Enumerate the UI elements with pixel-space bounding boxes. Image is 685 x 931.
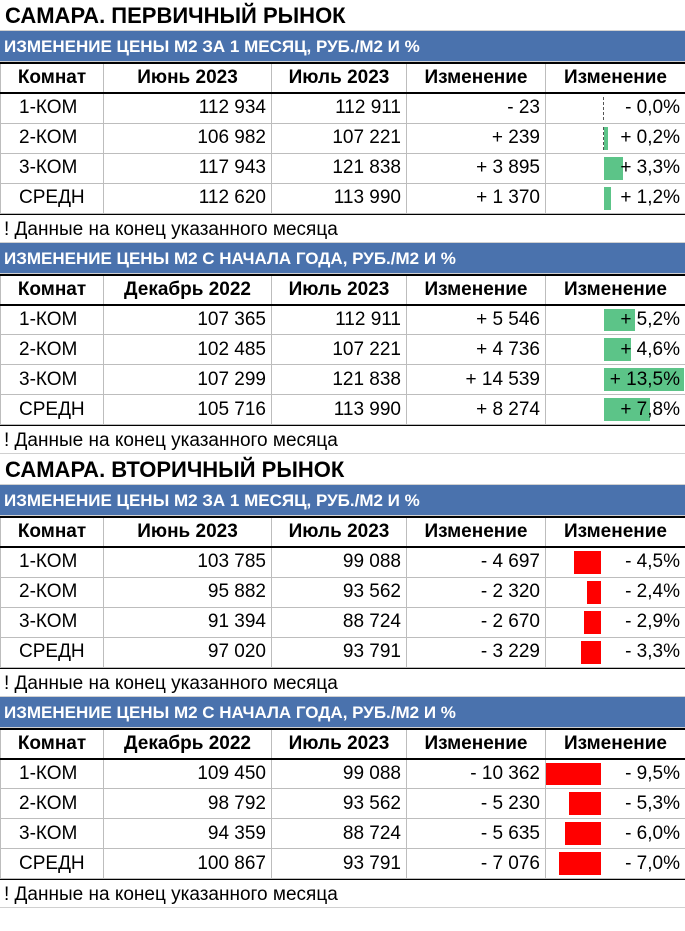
price-table bbox=[0, 516, 685, 668]
change-bar bbox=[587, 581, 601, 604]
change-pct-cell bbox=[546, 577, 685, 607]
footnote: ! Данные на конец указанного месяца bbox=[0, 425, 685, 454]
change-pct-value: + 0,2% bbox=[620, 127, 680, 148]
change-pct-value: - 6,0% bbox=[625, 822, 680, 844]
table-row bbox=[1, 577, 685, 607]
room-type-cell: 1-КОМ bbox=[1, 547, 104, 577]
price-end-cell: 121 838 bbox=[272, 153, 407, 183]
change-bar bbox=[604, 127, 608, 150]
column-header: Июль 2023 bbox=[272, 63, 407, 93]
column-header: Декабрь 2022 bbox=[104, 275, 272, 305]
change-pct-value: - 0,0% bbox=[625, 97, 680, 119]
change-pct-cell bbox=[546, 123, 685, 153]
change-pct-cell bbox=[546, 395, 685, 425]
change-pct-value: - 4,5% bbox=[625, 551, 680, 573]
change-pct-value: + 13,5% bbox=[609, 368, 680, 390]
change-abs-cell: + 8 274 bbox=[407, 395, 546, 425]
change-abs-cell: - 5 230 bbox=[407, 789, 546, 819]
column-header: Июнь 2023 bbox=[104, 63, 272, 93]
table-row bbox=[1, 789, 685, 819]
header-row bbox=[1, 729, 685, 759]
column-header: Изменение bbox=[546, 63, 685, 93]
price-end-cell: 107 221 bbox=[272, 335, 407, 365]
price-end-cell: 113 990 bbox=[272, 395, 407, 425]
column-header: Изменение bbox=[546, 729, 685, 759]
column-header: Июль 2023 bbox=[272, 275, 407, 305]
room-type-cell: СРЕДН bbox=[1, 183, 104, 213]
change-bar bbox=[565, 822, 601, 845]
price-start-cell: 103 785 bbox=[104, 547, 272, 577]
change-abs-cell: - 3 229 bbox=[407, 637, 546, 667]
header-row bbox=[1, 275, 685, 305]
price-start-cell: 107 365 bbox=[104, 305, 272, 335]
price-end-cell: 99 088 bbox=[272, 547, 407, 577]
price-end-cell: 93 562 bbox=[272, 789, 407, 819]
change-abs-cell: + 5 546 bbox=[407, 305, 546, 335]
change-abs-cell: + 1 370 bbox=[407, 183, 546, 213]
change-pct-value: + 7,8% bbox=[620, 398, 680, 420]
price-start-cell: 95 882 bbox=[104, 577, 272, 607]
footnote: ! Данные на конец указанного месяца bbox=[0, 214, 685, 243]
table-row bbox=[1, 819, 685, 849]
room-type-cell: 2-КОМ bbox=[1, 335, 104, 365]
price-start-cell: 117 943 bbox=[104, 153, 272, 183]
change-pct-value: + 3,3% bbox=[620, 157, 680, 178]
bar-axis bbox=[603, 127, 604, 150]
table-band-title: ИЗМЕНЕНИЕ ЦЕНЫ М2 С НАЧАЛА ГОДА, РУБ./М2 И % bbox=[0, 243, 685, 274]
table-row bbox=[1, 123, 685, 153]
change-pct-value: + 5,2% bbox=[620, 308, 680, 330]
change-pct-value: - 7,0% bbox=[625, 852, 680, 874]
bar-axis bbox=[603, 97, 604, 120]
table-band-title: ИЗМЕНЕНИЕ ЦЕНЫ М2 ЗА 1 МЕСЯЦ, РУБ./М2 И % bbox=[0, 31, 685, 62]
change-pct-cell bbox=[546, 637, 685, 667]
room-type-cell: СРЕДН bbox=[1, 637, 104, 667]
price-table bbox=[0, 728, 685, 880]
price-table bbox=[0, 62, 685, 214]
change-abs-cell: - 4 697 bbox=[407, 547, 546, 577]
price-end-cell: 88 724 bbox=[272, 819, 407, 849]
table-row bbox=[1, 395, 685, 425]
room-type-cell: 1-КОМ bbox=[1, 305, 104, 335]
change-pct-value: - 3,3% bbox=[625, 641, 680, 662]
change-pct-cell bbox=[546, 365, 685, 395]
header-row bbox=[1, 517, 685, 547]
table-row bbox=[1, 93, 685, 123]
change-pct-cell bbox=[546, 547, 685, 577]
section-title: САМАРА. ПЕРВИЧНЫЙ РЫНОК bbox=[0, 0, 685, 31]
column-header: Июль 2023 bbox=[272, 729, 407, 759]
column-header: Изменение bbox=[546, 517, 685, 547]
room-type-cell: 3-КОМ bbox=[1, 153, 104, 183]
price-start-cell: 109 450 bbox=[104, 759, 272, 789]
change-abs-cell: + 4 736 bbox=[407, 335, 546, 365]
price-end-cell: 93 791 bbox=[272, 637, 407, 667]
change-pct-value: + 4,6% bbox=[620, 338, 680, 360]
room-type-cell: 1-КОМ bbox=[1, 759, 104, 789]
room-type-cell: 3-КОМ bbox=[1, 819, 104, 849]
header-row bbox=[1, 63, 685, 93]
column-header: Декабрь 2022 bbox=[104, 729, 272, 759]
price-start-cell: 98 792 bbox=[104, 789, 272, 819]
room-type-cell: 2-КОМ bbox=[1, 123, 104, 153]
table-row bbox=[1, 305, 685, 335]
room-type-cell: 1-КОМ bbox=[1, 93, 104, 123]
price-start-cell: 94 359 bbox=[104, 819, 272, 849]
price-end-cell: 93 791 bbox=[272, 849, 407, 879]
change-abs-cell: - 7 076 bbox=[407, 849, 546, 879]
change-bar bbox=[604, 187, 611, 210]
change-pct-cell bbox=[546, 183, 685, 213]
price-start-cell: 106 982 bbox=[104, 123, 272, 153]
change-pct-value: - 5,3% bbox=[625, 792, 680, 814]
price-end-cell: 93 562 bbox=[272, 577, 407, 607]
change-abs-cell: + 3 895 bbox=[407, 153, 546, 183]
column-header: Комнат bbox=[1, 729, 104, 759]
table-row bbox=[1, 153, 685, 183]
column-header: Изменение bbox=[407, 517, 546, 547]
change-pct-cell bbox=[546, 153, 685, 183]
table-row bbox=[1, 637, 685, 667]
price-start-cell: 107 299 bbox=[104, 365, 272, 395]
change-abs-cell: - 2 670 bbox=[407, 607, 546, 637]
column-header: Изменение bbox=[546, 275, 685, 305]
change-pct-cell bbox=[546, 759, 685, 789]
change-pct-cell bbox=[546, 335, 685, 365]
price-end-cell: 112 911 bbox=[272, 305, 407, 335]
change-abs-cell: - 23 bbox=[407, 93, 546, 123]
price-table bbox=[0, 274, 685, 426]
price-end-cell: 112 911 bbox=[272, 93, 407, 123]
table-row bbox=[1, 183, 685, 213]
table-row bbox=[1, 759, 685, 789]
change-abs-cell: - 10 362 bbox=[407, 759, 546, 789]
change-pct-cell bbox=[546, 93, 685, 123]
price-end-cell: 107 221 bbox=[272, 123, 407, 153]
column-header: Комнат bbox=[1, 275, 104, 305]
footnote: ! Данные на конец указанного месяца bbox=[0, 879, 685, 908]
table-row bbox=[1, 849, 685, 879]
price-start-cell: 100 867 bbox=[104, 849, 272, 879]
price-start-cell: 91 394 bbox=[104, 607, 272, 637]
change-pct-value: - 9,5% bbox=[625, 762, 680, 784]
change-bar bbox=[559, 852, 601, 875]
change-pct-value: - 2,9% bbox=[625, 611, 680, 632]
column-header: Изменение bbox=[407, 275, 546, 305]
room-type-cell: СРЕДН bbox=[1, 395, 104, 425]
change-abs-cell: + 239 bbox=[407, 123, 546, 153]
change-pct-cell bbox=[546, 789, 685, 819]
change-abs-cell: - 2 320 bbox=[407, 577, 546, 607]
price-end-cell: 88 724 bbox=[272, 607, 407, 637]
change-bar bbox=[574, 551, 601, 574]
change-abs-cell: + 14 539 bbox=[407, 365, 546, 395]
column-header: Изменение bbox=[407, 729, 546, 759]
price-end-cell: 121 838 bbox=[272, 365, 407, 395]
change-abs-cell: - 5 635 bbox=[407, 819, 546, 849]
change-bar bbox=[569, 792, 601, 815]
table-row bbox=[1, 547, 685, 577]
price-end-cell: 113 990 bbox=[272, 183, 407, 213]
table-row bbox=[1, 607, 685, 637]
column-header: Изменение bbox=[407, 63, 546, 93]
change-pct-cell bbox=[546, 305, 685, 335]
price-start-cell: 102 485 bbox=[104, 335, 272, 365]
room-type-cell: 3-КОМ bbox=[1, 365, 104, 395]
table-row bbox=[1, 335, 685, 365]
change-pct-cell bbox=[546, 819, 685, 849]
table-row bbox=[1, 365, 685, 395]
change-pct-value: + 1,2% bbox=[620, 187, 680, 208]
footnote: ! Данные на конец указанного месяца bbox=[0, 668, 685, 697]
column-header: Комнат bbox=[1, 517, 104, 547]
table-band-title: ИЗМЕНЕНИЕ ЦЕНЫ М2 С НАЧАЛА ГОДА, РУБ./М2 И % bbox=[0, 697, 685, 728]
room-type-cell: 2-КОМ bbox=[1, 577, 104, 607]
room-type-cell: 3-КОМ bbox=[1, 607, 104, 637]
change-bar bbox=[584, 611, 601, 634]
room-type-cell: СРЕДН bbox=[1, 849, 104, 879]
price-start-cell: 105 716 bbox=[104, 395, 272, 425]
price-start-cell: 112 934 bbox=[104, 93, 272, 123]
column-header: Комнат bbox=[1, 63, 104, 93]
section-title: САМАРА. ВТОРИЧНЫЙ РЫНОК bbox=[0, 454, 685, 485]
change-bar bbox=[581, 641, 601, 664]
change-pct-cell bbox=[546, 849, 685, 879]
room-type-cell: 2-КОМ bbox=[1, 789, 104, 819]
change-bar bbox=[546, 763, 602, 786]
change-pct-value: - 2,4% bbox=[625, 581, 680, 602]
table-band-title: ИЗМЕНЕНИЕ ЦЕНЫ М2 ЗА 1 МЕСЯЦ, РУБ./М2 И % bbox=[0, 485, 685, 516]
price-start-cell: 112 620 bbox=[104, 183, 272, 213]
price-start-cell: 97 020 bbox=[104, 637, 272, 667]
price-end-cell: 99 088 bbox=[272, 759, 407, 789]
column-header: Июнь 2023 bbox=[104, 517, 272, 547]
change-pct-cell bbox=[546, 607, 685, 637]
column-header: Июль 2023 bbox=[272, 517, 407, 547]
